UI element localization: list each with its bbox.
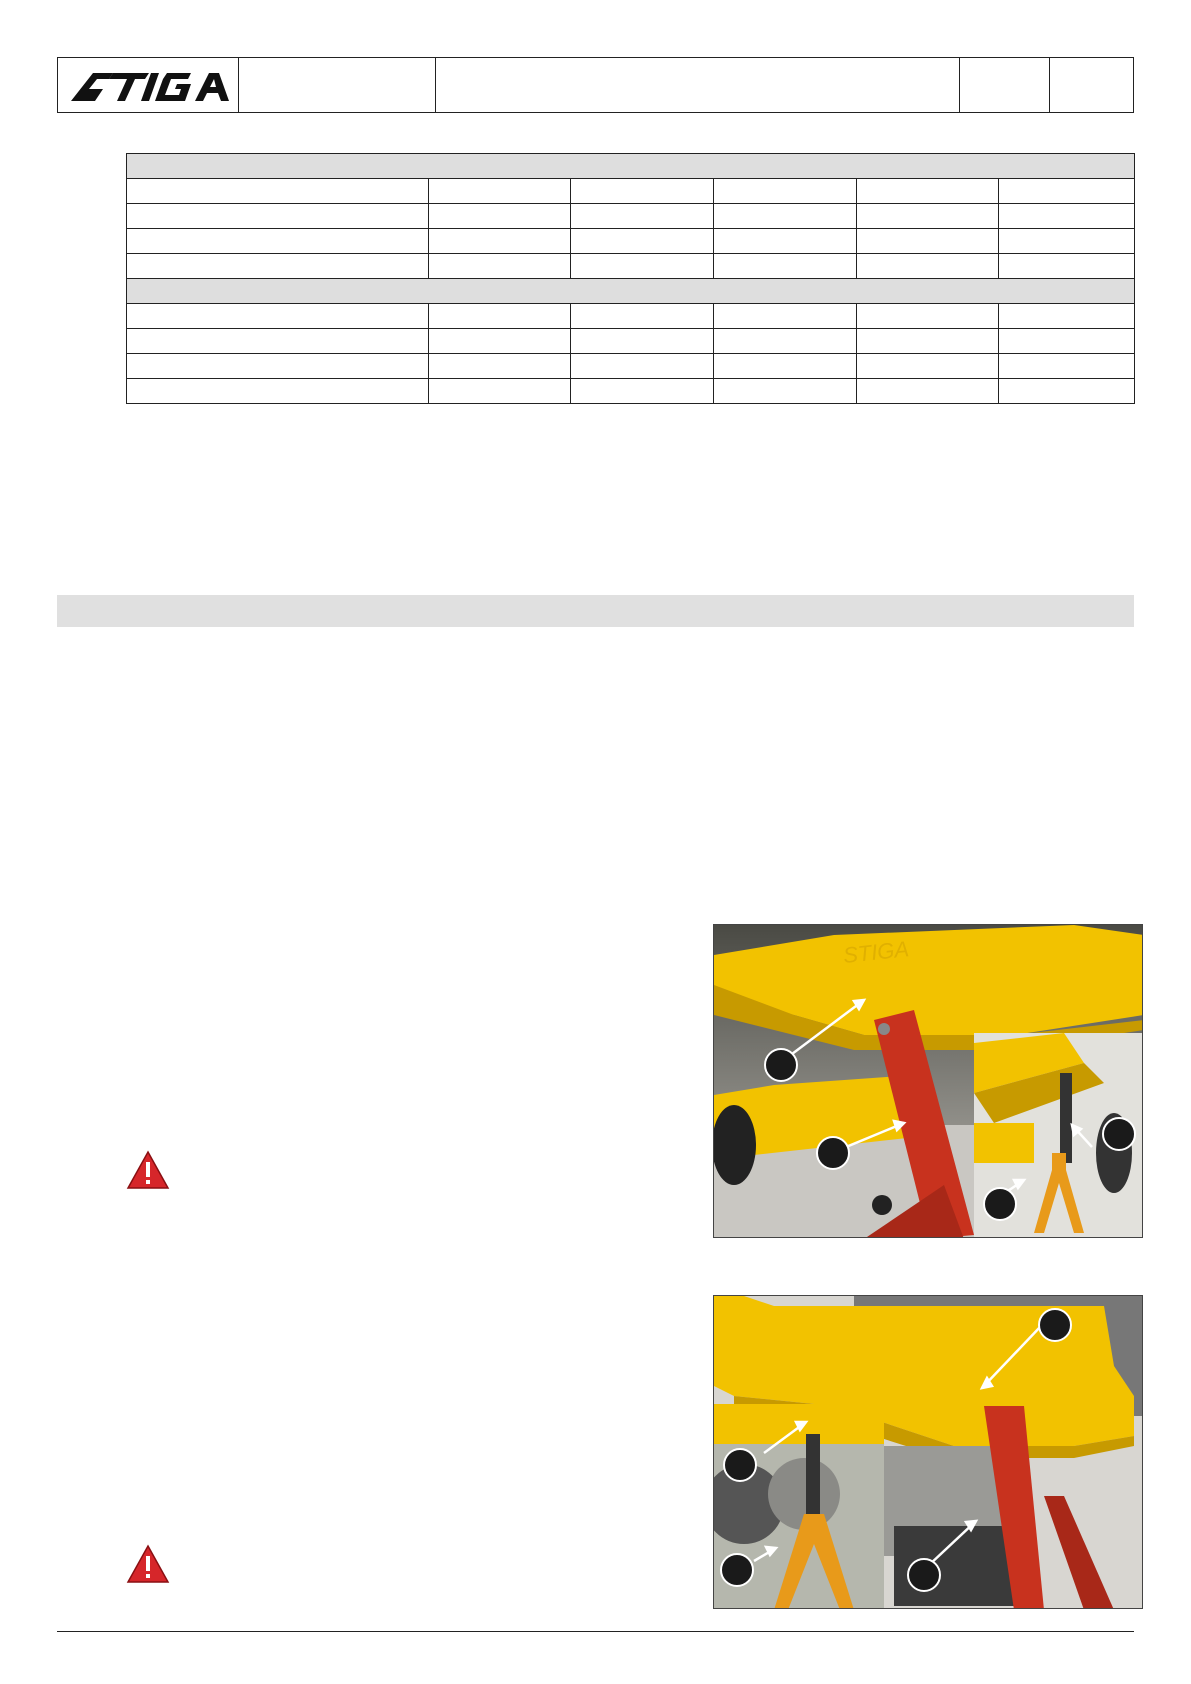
- table-section-header: [127, 279, 1135, 304]
- callout-marker: [720, 1553, 754, 1587]
- callout-marker: [1038, 1308, 1072, 1342]
- callout-marker: [816, 1136, 850, 1170]
- callout-marker: [1102, 1117, 1136, 1151]
- section-heading-band: [57, 595, 1134, 627]
- table-section-header: [127, 154, 1135, 179]
- header-cell-page: [1050, 58, 1133, 112]
- table-row: [127, 329, 1135, 354]
- warning-triangle-icon: [126, 1150, 170, 1190]
- header-cell-chapter: [960, 58, 1050, 112]
- header-cell-title: [436, 58, 960, 112]
- stiga-logo: [63, 65, 233, 105]
- document-header: [57, 57, 1134, 113]
- table-row: [127, 379, 1135, 404]
- table-row: [127, 354, 1135, 379]
- photo-front-lift: [713, 924, 1143, 1238]
- table-row: [127, 204, 1135, 229]
- hood-lettering: STIGA: [841, 936, 911, 968]
- footer-rule: [57, 1631, 1134, 1632]
- spec-table: [126, 153, 1135, 404]
- callout-marker: [907, 1558, 941, 1592]
- table-row: [127, 179, 1135, 204]
- table-row: [127, 304, 1135, 329]
- callout-marker: [723, 1448, 757, 1482]
- photo-rear-lift: [713, 1295, 1143, 1609]
- callout-marker: [764, 1048, 798, 1082]
- header-cell-model: [239, 58, 437, 112]
- warning-triangle-icon: [126, 1544, 170, 1584]
- table-row: [127, 254, 1135, 279]
- table-row: [127, 229, 1135, 254]
- callout-marker: [983, 1187, 1017, 1221]
- logo-cell: [58, 58, 239, 112]
